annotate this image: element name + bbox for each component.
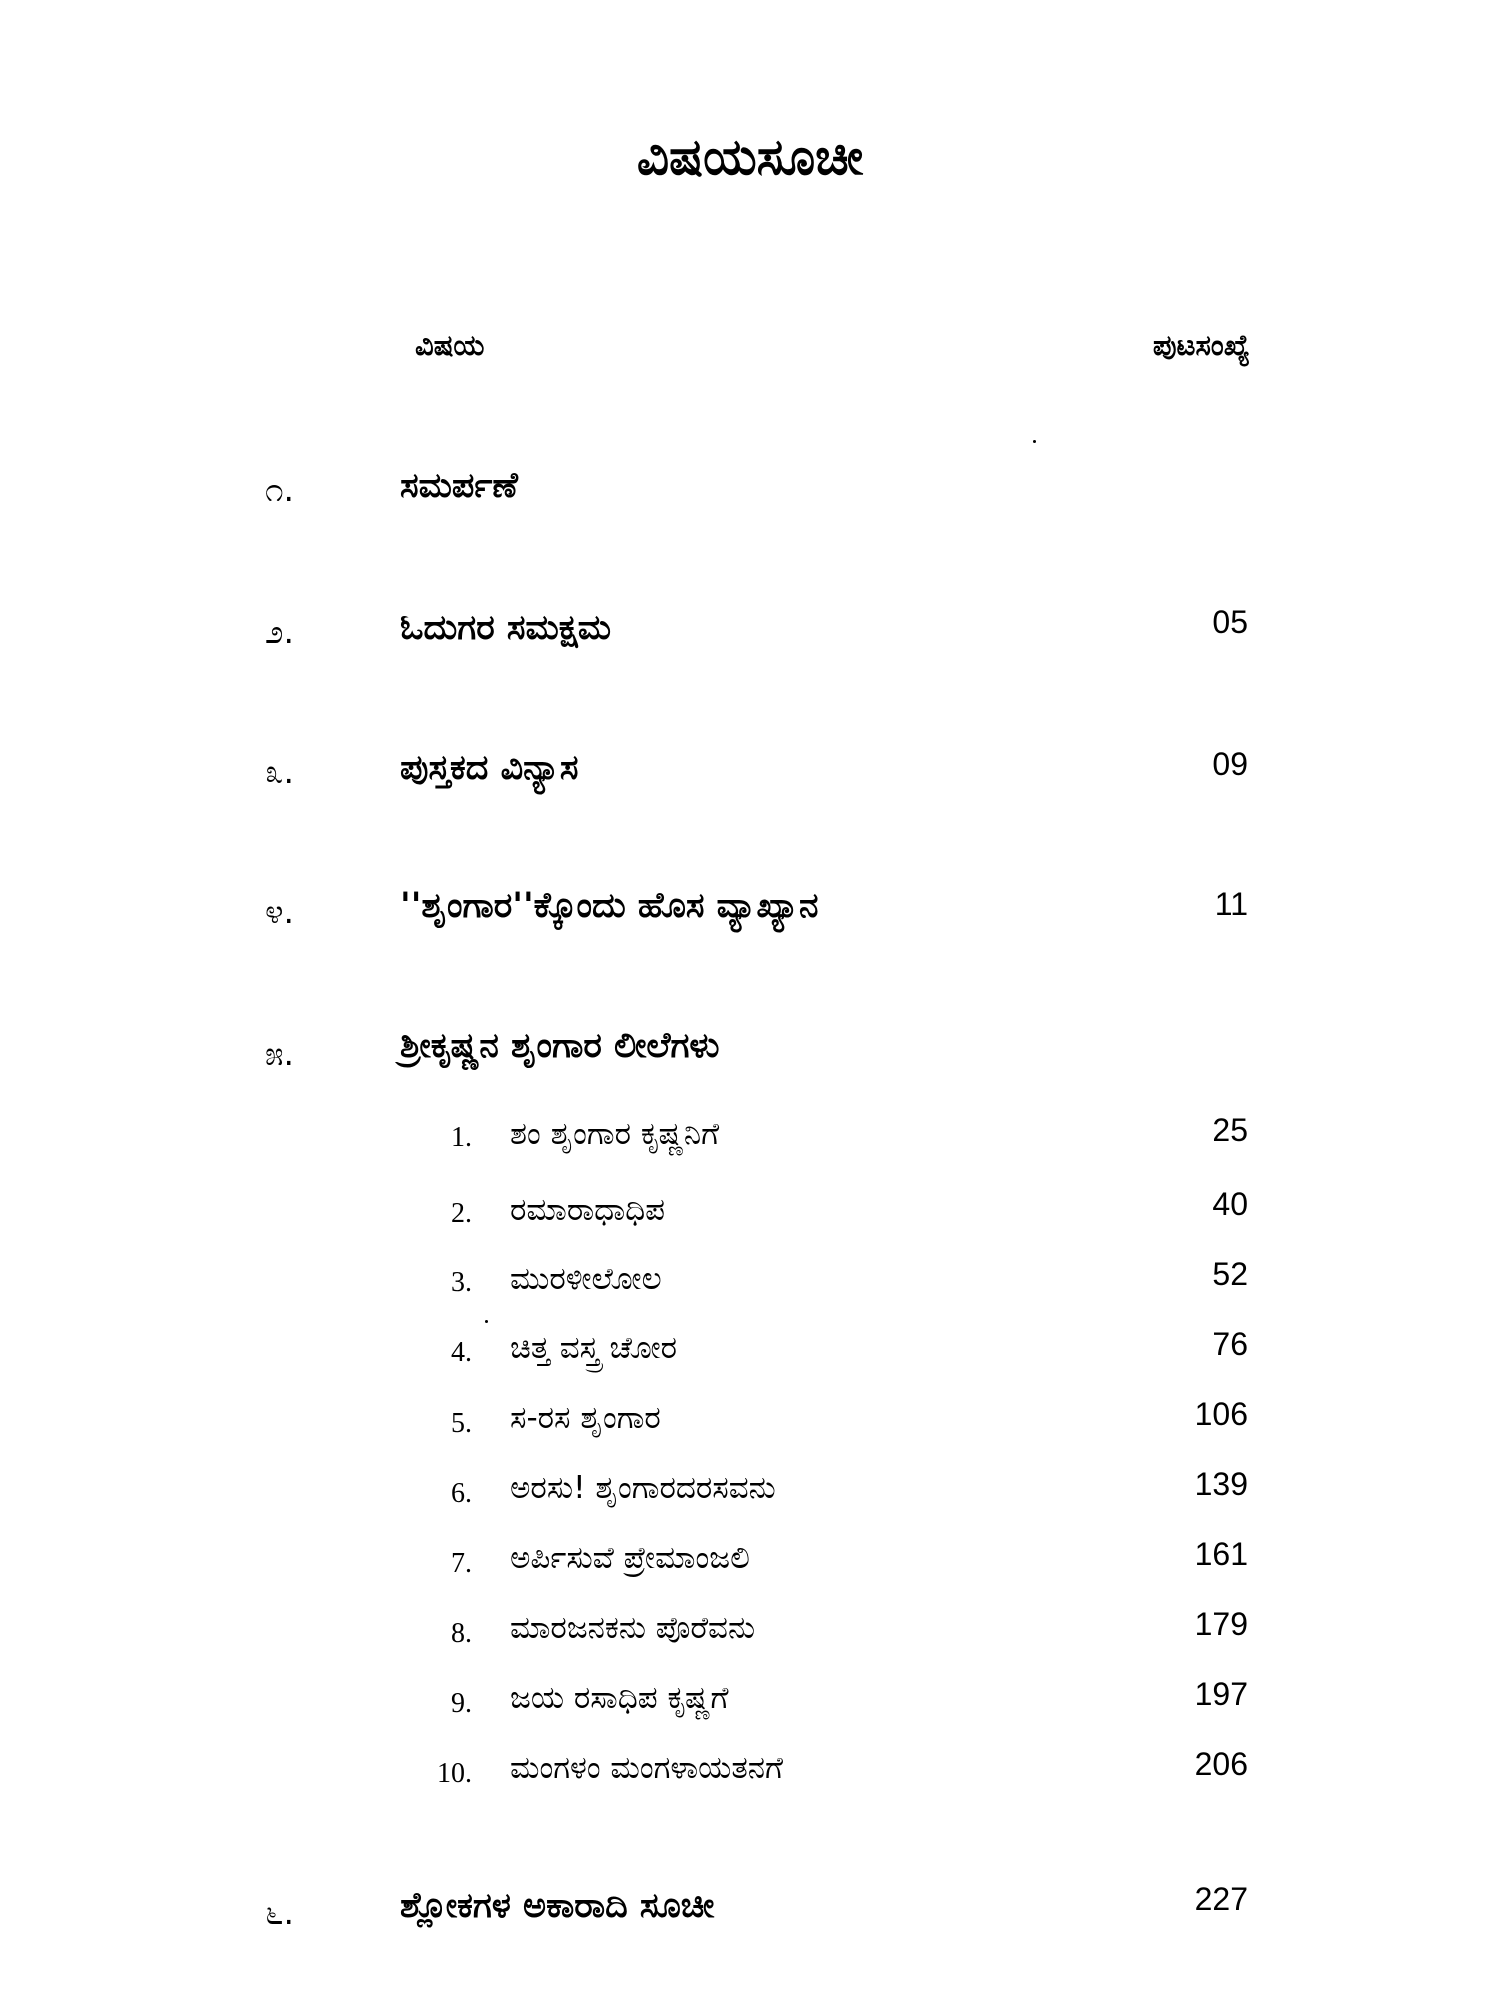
subentry-number: 8. bbox=[451, 1618, 472, 1649]
entry-page-number: 09 bbox=[1212, 746, 1248, 782]
entry-number: ೧. bbox=[265, 470, 294, 509]
entry-title: ಸಮರ್ಪಣೆ bbox=[400, 466, 518, 506]
subentry-page-number: 76 bbox=[1212, 1326, 1248, 1362]
subentry-title: ಅರಸು! ಶೃಂಗಾರದರಸವನು bbox=[510, 1470, 776, 1506]
page-title: ವಿಷಯಸೂಚೀ bbox=[636, 128, 864, 186]
subentry-number: 2. bbox=[451, 1198, 472, 1229]
subentry-page-number: 206 bbox=[1194, 1746, 1248, 1782]
scan-speck bbox=[1033, 440, 1036, 443]
subentry-number: 6. bbox=[451, 1478, 472, 1509]
entry-title: ಪುಸ್ತಕದ ವಿನ್ಯಾಸ bbox=[400, 748, 579, 788]
subentry-title: ಮಂಗಳಂ ಮಂಗಳಾಯತನಗೆ bbox=[510, 1750, 784, 1786]
subentry-number: 7. bbox=[451, 1548, 472, 1579]
entry-title: ಶ್ರೀಕೃಷ್ಣನ ಶೃಂಗಾರ ಲೀಲೆಗಳು bbox=[400, 1026, 720, 1066]
column-heading-page-number: ಪುಟಸಂಖ್ಯೆ bbox=[1152, 328, 1250, 362]
subentry-number: 4. bbox=[451, 1337, 472, 1368]
entry-page-number: 11 bbox=[1214, 886, 1248, 922]
subentry-page-number: 106 bbox=[1194, 1396, 1248, 1432]
entry-number: ೬. bbox=[265, 1893, 294, 1932]
subentry-title: ಸ-ರಸ ಶೃಂಗಾರ bbox=[510, 1400, 661, 1436]
entry-number: ೩. bbox=[265, 752, 294, 791]
subentry-page-number: 40 bbox=[1212, 1186, 1248, 1222]
subentry-number: 1. bbox=[451, 1122, 472, 1153]
entry-title: ಶ್ಲೋಕಗಳ ಅಕಾರಾದಿ ಸೂಚೀ bbox=[400, 1886, 715, 1926]
column-heading-subject: ವಿಷಯ bbox=[415, 328, 485, 362]
subentry-page-number: 179 bbox=[1194, 1606, 1248, 1642]
entry-page-number: 227 bbox=[1194, 1881, 1248, 1917]
subentry-title: ರಮಾರಾಧಾಧಿಪ bbox=[510, 1192, 666, 1228]
entry-page-number: 05 bbox=[1212, 604, 1248, 640]
subentry-number: 9. bbox=[451, 1688, 472, 1719]
subentry-title: ಮುರಳೀಲೋಲ bbox=[510, 1261, 662, 1297]
entry-number: ೪. bbox=[265, 892, 294, 931]
subentry-number: 10. bbox=[437, 1758, 472, 1789]
subentry-number: 3. bbox=[451, 1267, 472, 1298]
subentry-page-number: 52 bbox=[1212, 1256, 1248, 1292]
subentry-title: ಶಂ ಶೃಂಗಾರ ಕೃಷ್ಣನಿಗೆ bbox=[510, 1116, 720, 1152]
scan-speck bbox=[485, 1320, 488, 1323]
subentry-title: ಜಯ ರಸಾಧಿಪ ಕೃಷ್ಣಗೆ bbox=[510, 1680, 729, 1716]
subentry-page-number: 25 bbox=[1212, 1112, 1248, 1148]
subentry-page-number: 161 bbox=[1194, 1536, 1248, 1572]
subentry-title: ಅರ್ಪಿಸುವೆ ಪ್ರೇಮಾಂಜಲಿ bbox=[510, 1540, 750, 1576]
entry-title: ''ಶೃಂಗಾರ''ಕ್ಕೊಂದು ಹೊಸ ವ್ಯಾಖ್ಯಾನ bbox=[400, 886, 819, 926]
subentry-title: ಚಿತ್ತ ವಸ್ತ್ರ ಚೋರ bbox=[510, 1330, 678, 1366]
subentry-number: 5. bbox=[451, 1408, 472, 1439]
entry-number: ೨. bbox=[265, 612, 294, 651]
subentry-page-number: 139 bbox=[1194, 1466, 1248, 1502]
subentry-page-number: 197 bbox=[1194, 1676, 1248, 1712]
entry-title: ಓದುಗರ ಸಮಕ್ಷಮ bbox=[400, 608, 612, 648]
entry-number: ೫. bbox=[265, 1034, 294, 1073]
subentry-title: ಮಾರಜನಕನು ಪೊರೆವನು bbox=[510, 1610, 756, 1646]
